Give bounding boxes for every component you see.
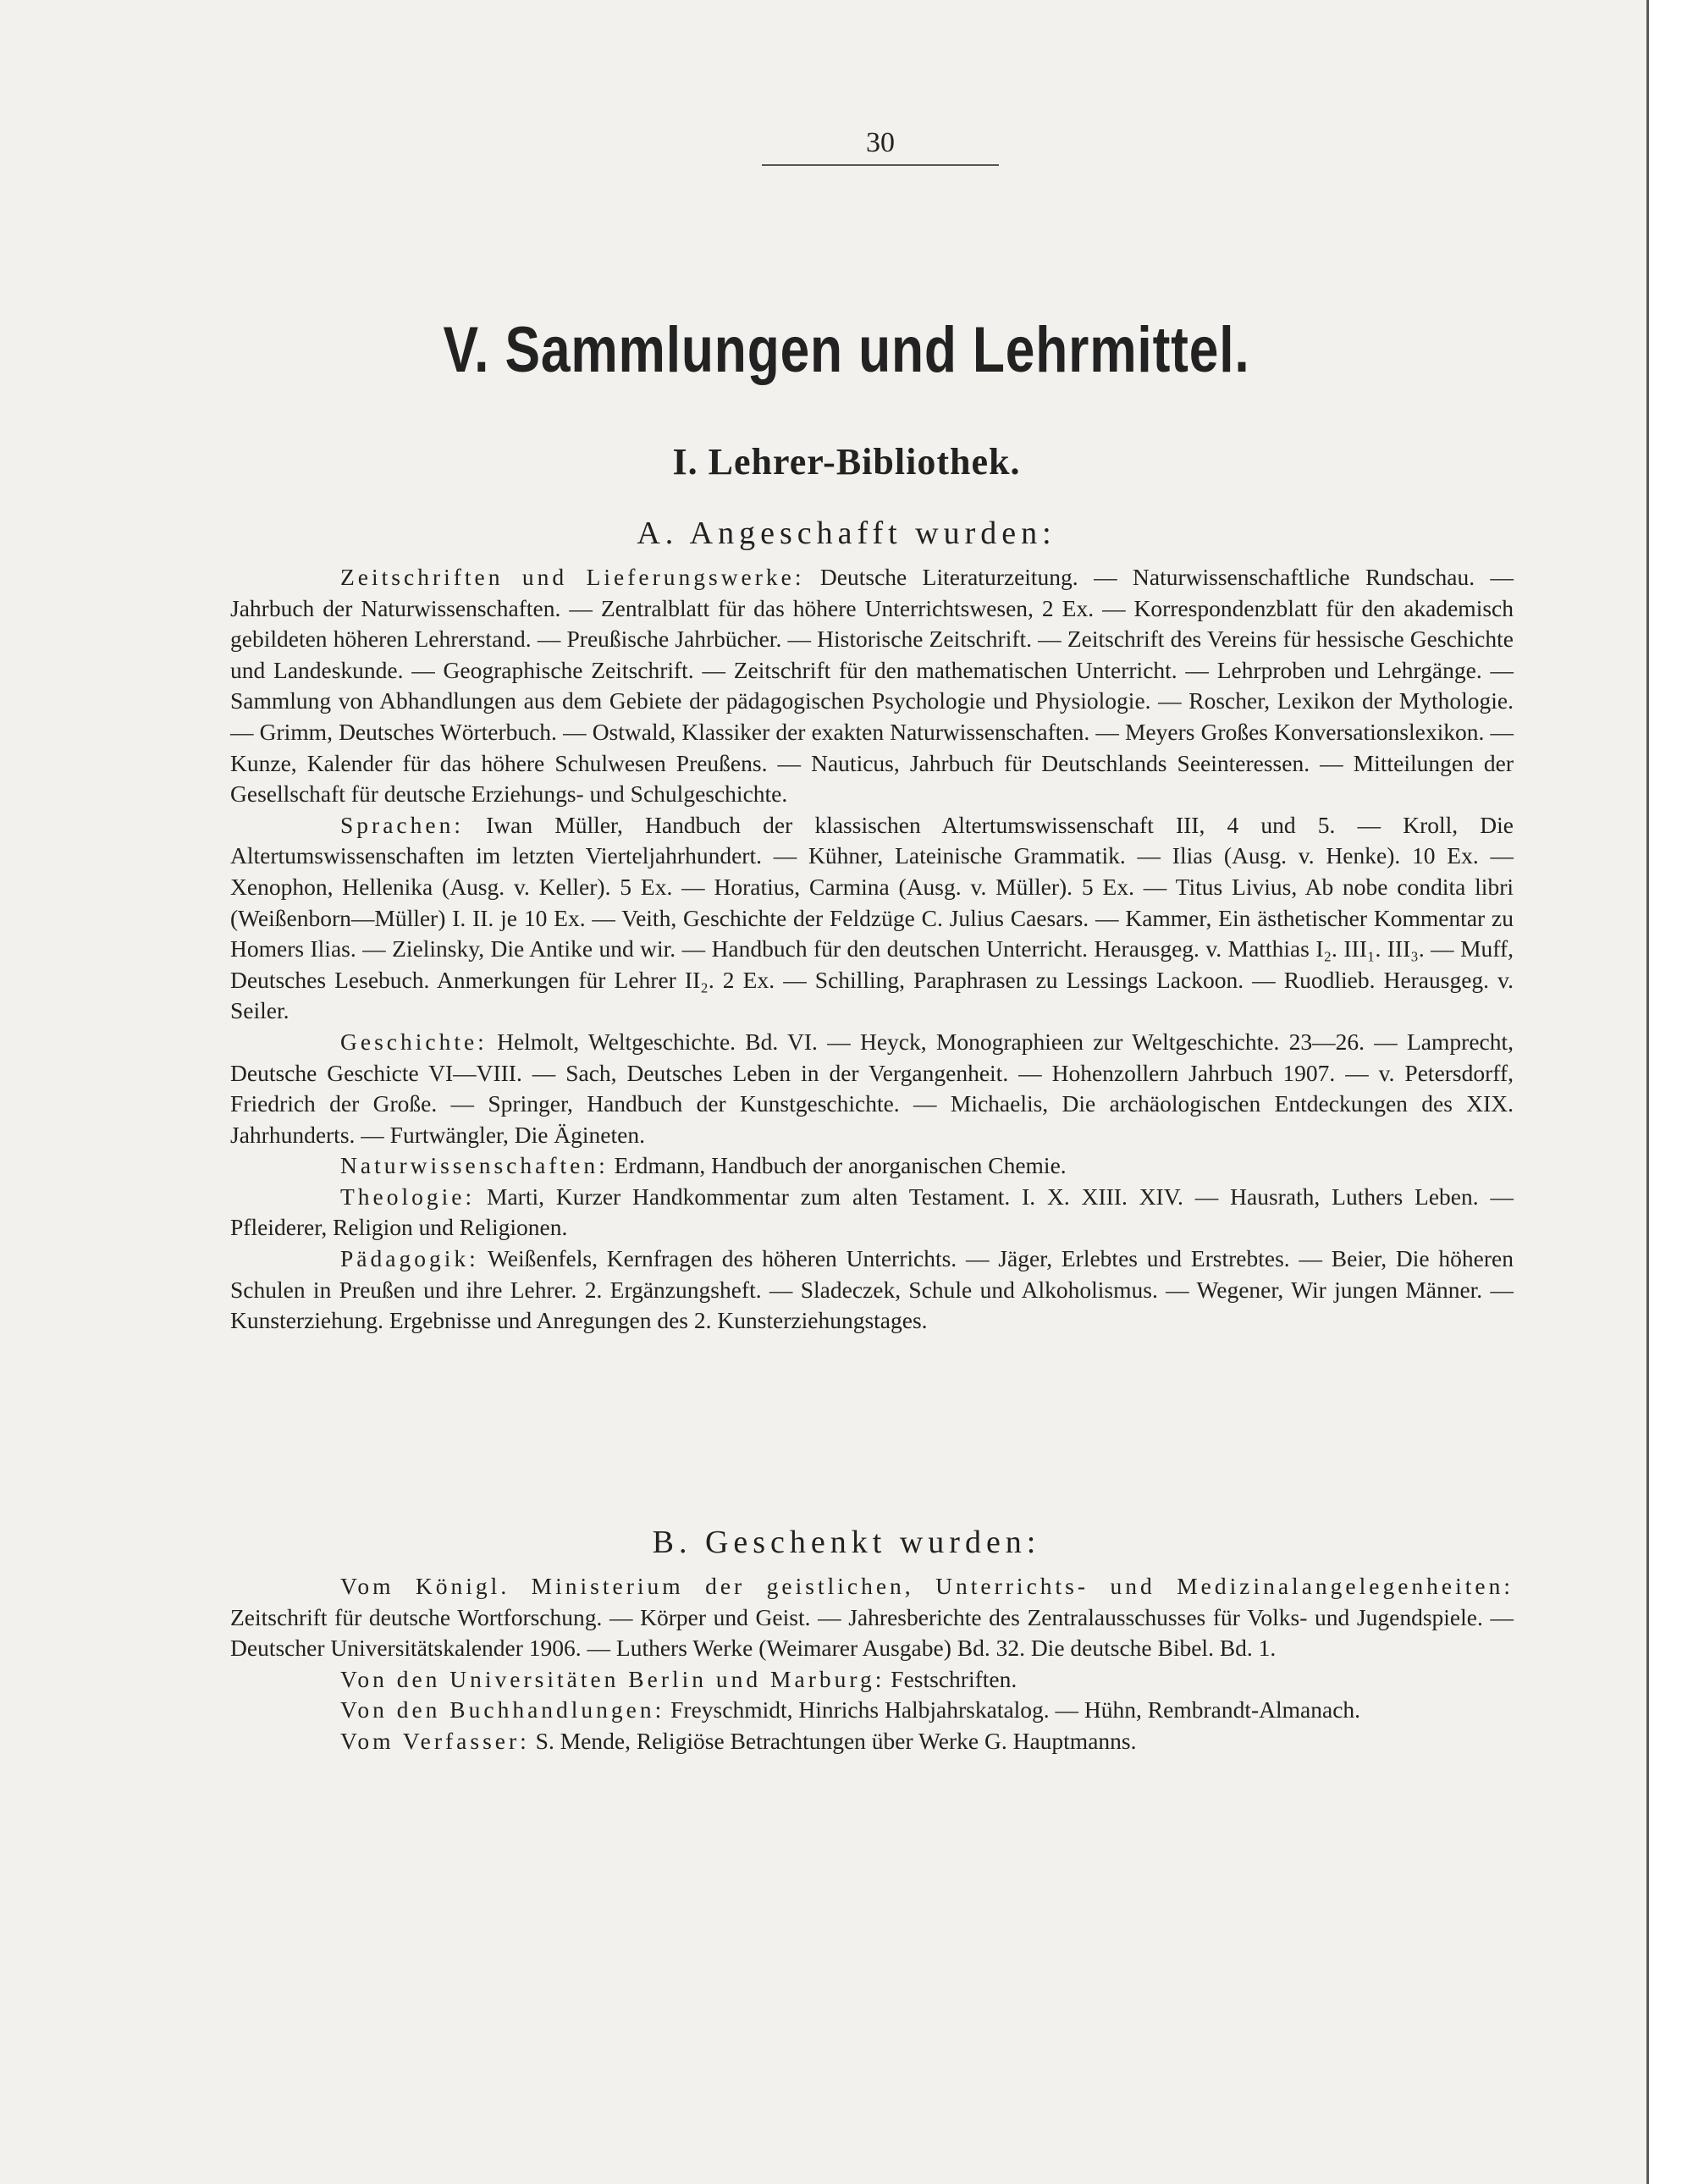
- paragraph-label: Theologie:: [340, 1183, 476, 1210]
- paragraph-text: S. Mende, Religiöse Betrachtungen über Werke G. Hauptmanns.: [529, 1727, 1137, 1754]
- paragraph-label: Naturwissenschaften:: [340, 1152, 609, 1179]
- paragraph-verfasser: [230, 1726, 1514, 1757]
- paragraph-label: Von den Buchhandlungen:: [340, 1696, 665, 1723]
- paragraph-label: Vom Verfasser:: [340, 1727, 530, 1754]
- part-a-body: [230, 562, 1514, 1337]
- paragraph-naturwissenschaften: [230, 1150, 1514, 1182]
- paragraph-label: Pädagogik:: [340, 1245, 479, 1272]
- paragraph-label: Sprachen:: [340, 811, 464, 838]
- paragraph-sprachen: [230, 810, 1514, 1027]
- page-edge: [1646, 0, 1693, 2184]
- part-b-body: [230, 1571, 1514, 1757]
- paragraph-text: Festschriften.: [885, 1665, 1017, 1692]
- paragraph-label: Vom Königl. Ministerium der geistlichen, Unterrichts- und Medizinalangelegenheiten:: [340, 1573, 1514, 1599]
- paragraph-text: Deutsche Literaturzeitung. — Naturwissenschaftliche Rundschau. — Jahrbuch der Naturwissenschaften. — Zentralblatt für das höhere Unterrichtswesen, 2 Ex. — Korrespondenzblatt für den akademisch gebildeten höheren Lehrerstand. — Preußische Jahrbücher. — Historische Zeitschrift. — Zeitschrift des Vereins für hessische Geschichte und Landeskunde. — Geographische Zeitschrift. — Zeitschrift für den mathematischen Unterricht. — Lehrproben und Lehrgänge. — Sammlung von Abhandlungen aus dem Gebiete der pädagogischen Psychologie und Physiologie. — Roscher, Lexikon der Mythologie. — Grimm, Deutsches Wörterbuch. — Ostwald, Klassiker der exakten Naturwissenschaften. — Meyers Großes Konversationslexikon. — Kunze, Kalender für das höhere Schulwesen Preußens. — Nauticus, Jahrbuch für Deutschlands Seeinteressen. — Mitteilungen der Gesellschaft für deutsche Erziehungs- und Schulgeschichte.: [230, 564, 1514, 808]
- part-a-heading: A. Angeschafft wurden:: [637, 516, 1056, 551]
- part-b-heading: B. Geschenkt wurden:: [652, 1525, 1041, 1560]
- paragraph-theologie: [230, 1182, 1514, 1244]
- page-number: 30: [762, 127, 999, 166]
- subsection-title: I. Lehrer-Bibliothek.: [672, 441, 1021, 483]
- paragraph-text: Weißenfels, Kernfragen des höheren Unterrichts. — Jäger, Erlebtes und Erstrebtes. — Beier, Die höheren Schulen in Preußen und ihre Lehrer. 2. Ergänzungsheft. — Sladeczek, Schule und Alkoholismus. — Wegener, Wir jungen Männer. — Kunsterziehung. Ergebnisse und Anregungen des 2. Kunsterziehungstages.: [230, 1245, 1514, 1334]
- paragraph-ministerium: [230, 1571, 1514, 1664]
- paragraph-label: Von den Universitäten Berlin und Marburg:: [340, 1665, 885, 1692]
- paragraph-text: Zeitschrift für deutsche Wortforschung. — Körper und Geist. — Jahresberichte des Zentralausschusses für Volks- und Jugendspiele. — Deutscher Universitätskalender 1906. — Luthers Werke (Weimarer Ausgabe) Bd. 32. Die deutsche Bibel. Bd. 1.: [230, 1603, 1514, 1662]
- paragraph-universitaeten: [230, 1664, 1514, 1696]
- paragraph-zeitschriften: [230, 562, 1514, 810]
- paragraph-text: Marti, Kurzer Handkommentar zum alten Testament. I. X. XIII. XIV. — Hausrath, Luthers Leben. — Pfleiderer, Religion und Religionen.: [230, 1183, 1514, 1241]
- paragraph-buchhandlungen: [230, 1695, 1514, 1726]
- section-title: V. Sammlungen und Lehrmittel.: [443, 314, 1250, 386]
- paragraph-text: Erdmann, Handbuch der anorganischen Chemie.: [608, 1152, 1067, 1179]
- paragraph-text: Helmolt, Weltgeschichte. Bd. VI. — Heyck, Monographieen zur Weltgeschichte. 23—26. — Lamprecht, Deutsche Geschicte VI—VIII. — Sach, Deutsches Leben in der Vergangenheit. — Hohenzollern Jahrbuch 1907. — v. Petersdorff, Friedrich der Große. — Springer, Handbuch der Kunstgeschichte. — Michaelis, Die archäologischen Entdeckungen des XIX. Jahrhunderts. — Furtwängler, Die Ägineten.: [230, 1028, 1514, 1148]
- paragraph-text: Freyschmidt, Hinrichs Halbjahrskatalog. — Hühn, Rembrandt-Almanach.: [665, 1696, 1361, 1723]
- paragraph-label: Geschichte:: [340, 1028, 488, 1055]
- paragraph-paedagogik: [230, 1244, 1514, 1337]
- paragraph-text: Iwan Müller, Handbuch der klassischen Altertumswissenschaft III, 4 und 5. — Kroll, Die Altertumswissenschaften im letzten Vierteljahrhundert. — Kühner, Lateinische Grammatik. — Ilias (Ausg. v. Henke). 10 Ex. — Xenophon, Hellenika (Ausg. v. Keller). 5 Ex. — Horatius, Carmina (Ausg. v. Müller). 5 Ex. — Titus Livius, Ab nobe condita libri (Weißenborn—Müller) I. II. je 10 Ex. — Veith, Geschichte der Feldzüge C. Julius Caesars. — Kammer, Ein ästhetischer Kommentar zu Homers Ilias. — Zielinsky, Die Antike und wir. — Handbuch für den deutschen Unterricht. Herausgeg. v. Matthias I₂. III₁. III₃. — Muff, Deutsches Lesebuch. Anmerkungen für Lehrer II₂. 2 Ex. — Schilling, Paraphrasen zu Lessings Lackoon. — Ruodlieb. Herausgeg. v. Seiler.: [230, 811, 1514, 1024]
- paragraph-geschichte: [230, 1027, 1514, 1150]
- paragraph-label: Zeitschriften und Lieferungswerke:: [340, 564, 805, 590]
